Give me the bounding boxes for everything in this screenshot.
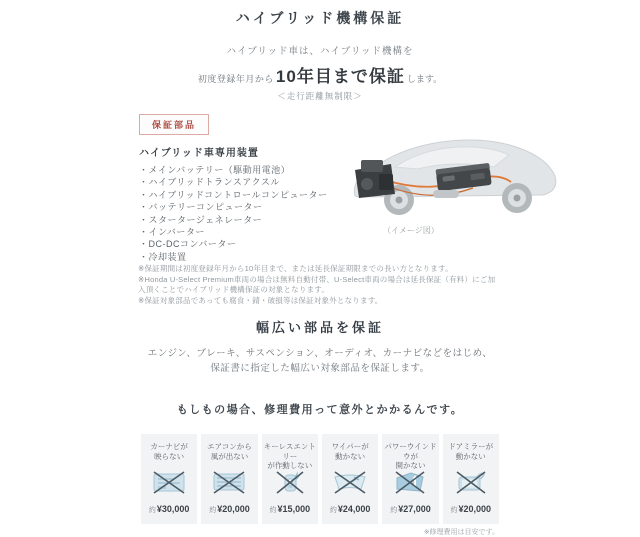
list-item: ・メインバッテリー（駆動用電池）: [139, 165, 291, 175]
repair-card-keyless-entry: キーレスエントリー が作動しない 約¥15,000: [262, 434, 318, 524]
subtitle-prefix: 初度登録年月から: [197, 74, 274, 84]
repair-card-power-window: パワーウインドウが 開かない 約¥27,000: [382, 434, 438, 524]
car-navi-icon: [151, 464, 187, 500]
subtitle-line2: [0, 62, 640, 87]
wide-parts-section: [0, 317, 640, 376]
wide-parts-description: エンジン、ブレーキ、サスペンション、オーディオ、カーナビなどをはじめ、 保証書に指定した幅広い対象部品を保証します。: [147, 348, 493, 374]
price: 約¥24,000: [329, 504, 371, 514]
price: 約¥27,000: [390, 504, 431, 514]
hybrid-parts-heading: ハイブリッド車専用装置: [139, 148, 259, 159]
list-item: ・インバーター: [139, 227, 205, 238]
hybrid-car-diagram: [345, 114, 569, 234]
footnote: ※Honda U-Select Premium車両の場合は無料自動付帯、U-Select車両の場合は延長保証（有料）にご加入頂くことでハイブリッド機構保証の対象となります。: [138, 274, 496, 294]
subtitle-emphasis: 10年目まで保証: [275, 67, 405, 86]
repair-cost-heading: もしもの場合、修理費用って意外とかかるんです。: [176, 404, 464, 416]
list-item: ・DC-DCコンバーター: [139, 239, 237, 250]
page-title: ハイブリッド機構保証: [235, 10, 405, 26]
warranty-parts-section: [139, 114, 501, 260]
price: 約¥30,000: [148, 504, 190, 514]
footnote: ※保証対象部品であっても腐食・錆・破損等は保証対象外となります。: [138, 295, 383, 305]
wiper-icon: [332, 464, 368, 500]
header: [0, 0, 640, 102]
repair-card-air-conditioner: エアコンから 風が出ない 約¥20,000: [201, 434, 257, 524]
figure-caption: （イメージ図）: [383, 226, 439, 235]
warranty-parts-badge: 保証部品: [139, 114, 209, 135]
list-item: ・ハイブリッドコントロールコンピューター: [139, 189, 328, 200]
repair-card-car-navi: カーナビが 映らない 約¥30,000: [141, 434, 197, 524]
list-item: ・スタータージェネレーター: [139, 214, 263, 225]
list-item: ・バッテリーコンピューター: [139, 202, 263, 213]
car-cutaway-illustration: [345, 114, 569, 234]
repair-card-door-mirror: ドアミラーが 動かない 約¥20,000: [443, 434, 499, 524]
wide-parts-heading: 幅広い部品を保証: [255, 320, 384, 335]
subtitle-line1: ハイブリッド車は、ハイブリッド機構を: [226, 46, 414, 57]
price: 約¥20,000: [209, 504, 250, 514]
mileage-note: ＜走行距離無制限＞: [277, 91, 363, 101]
price: 約¥20,000: [450, 504, 492, 514]
repair-card-wiper: ワイパーが 動かない 約¥24,000: [322, 434, 378, 524]
repair-cost-cards: [141, 434, 499, 524]
air-conditioner-icon: [211, 464, 247, 500]
list-item: ・冷却装置: [139, 251, 187, 262]
door-mirror-icon: [453, 464, 489, 500]
price: 約¥15,000: [269, 504, 311, 514]
subtitle-suffix: します。: [406, 74, 443, 84]
repair-cost-note: ※修理費用は目安です。: [423, 529, 499, 536]
power-window-icon: [392, 464, 428, 500]
footnotes: [138, 264, 502, 306]
list-item: ・ハイブリッドトランスアクスル: [139, 177, 280, 188]
keyless-entry-icon: [272, 464, 308, 500]
footnote: ※保証期間は初度登録年月から10年目まで、または延長保証期限までの長い方となります。: [138, 264, 453, 273]
